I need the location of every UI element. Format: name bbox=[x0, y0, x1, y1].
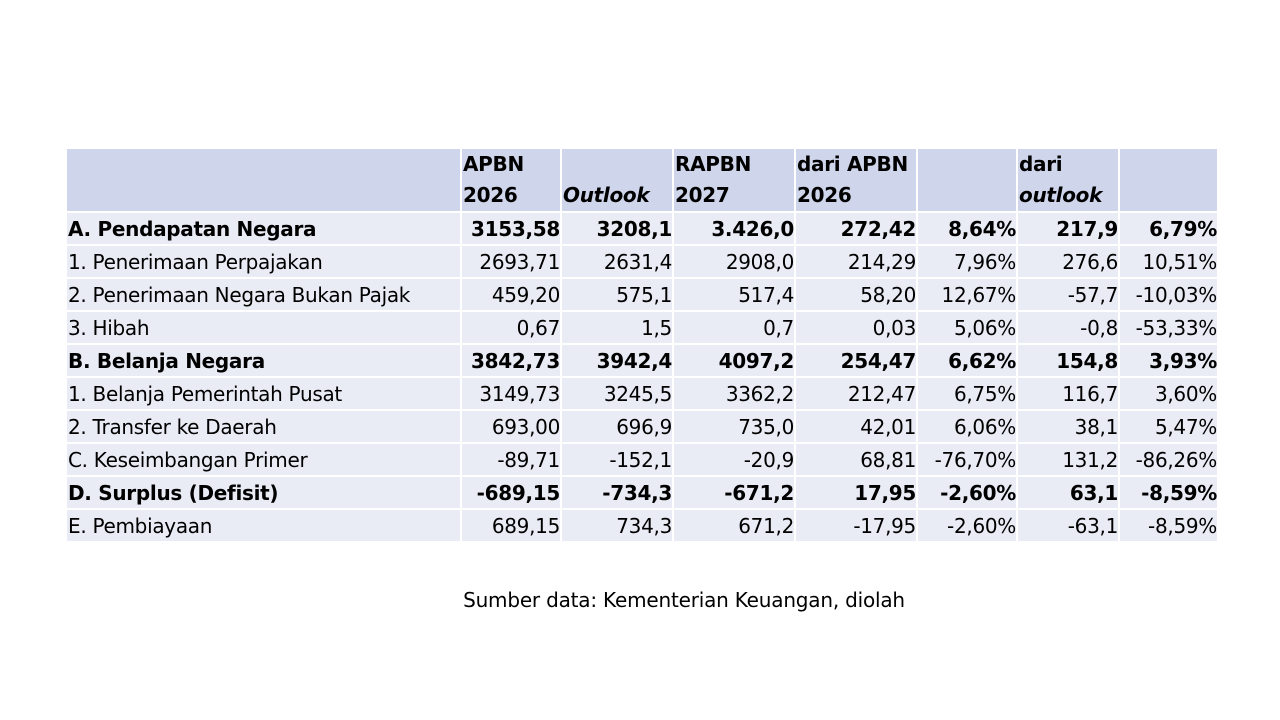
value-cell: 1,5 bbox=[562, 312, 672, 343]
value-cell: 6,75% bbox=[918, 378, 1016, 409]
header-cell-dari-apbn-2026: dari APBN 2026 bbox=[796, 149, 916, 211]
value-cell: 8,64% bbox=[918, 213, 1016, 244]
table-row bbox=[67, 444, 1217, 475]
value-cell: 3,60% bbox=[1120, 378, 1217, 409]
row-label: C. Keseimbangan Primer bbox=[67, 444, 460, 475]
row-label: B. Belanja Negara bbox=[67, 345, 460, 376]
value-cell: 2631,4 bbox=[562, 246, 672, 277]
value-cell: 6,06% bbox=[918, 411, 1016, 442]
value-cell: 214,29 bbox=[796, 246, 916, 277]
table-row bbox=[67, 279, 1217, 310]
table-row bbox=[67, 411, 1217, 442]
value-cell: 17,95 bbox=[796, 477, 916, 508]
table-row bbox=[67, 378, 1217, 409]
value-cell: 0,7 bbox=[674, 312, 794, 343]
value-cell: 3153,58 bbox=[462, 213, 560, 244]
value-cell: 12,67% bbox=[918, 279, 1016, 310]
value-cell: 2908,0 bbox=[674, 246, 794, 277]
value-cell: 272,42 bbox=[796, 213, 916, 244]
value-cell: -20,9 bbox=[674, 444, 794, 475]
value-cell: 517,4 bbox=[674, 279, 794, 310]
value-cell: 2693,71 bbox=[462, 246, 560, 277]
table-row bbox=[67, 510, 1217, 541]
value-cell: 38,1 bbox=[1018, 411, 1118, 442]
value-cell: 735,0 bbox=[674, 411, 794, 442]
value-cell: 217,9 bbox=[1018, 213, 1118, 244]
value-cell: 3245,5 bbox=[562, 378, 672, 409]
value-cell: -57,7 bbox=[1018, 279, 1118, 310]
value-cell: 131,2 bbox=[1018, 444, 1118, 475]
row-label: D. Surplus (Defisit) bbox=[67, 477, 460, 508]
value-cell: 63,1 bbox=[1018, 477, 1118, 508]
value-cell: -671,2 bbox=[674, 477, 794, 508]
value-cell: -8,59% bbox=[1120, 510, 1217, 541]
header-cell-rapbn-2027: RAPBN 2027 bbox=[674, 149, 794, 211]
header-cell-outlook: Outlook bbox=[562, 149, 672, 211]
value-cell: 212,47 bbox=[796, 378, 916, 409]
source-note: Sumber data: Kementerian Keuangan, diolah bbox=[463, 588, 905, 612]
row-label: A. Pendapatan Negara bbox=[67, 213, 460, 244]
table-row bbox=[67, 312, 1217, 343]
header-cell-label bbox=[67, 149, 460, 211]
value-cell: 0,67 bbox=[462, 312, 560, 343]
value-cell: -2,60% bbox=[918, 477, 1016, 508]
value-cell: 3362,2 bbox=[674, 378, 794, 409]
value-cell: 3842,73 bbox=[462, 345, 560, 376]
value-cell: -689,15 bbox=[462, 477, 560, 508]
value-cell: -734,3 bbox=[562, 477, 672, 508]
value-cell: 459,20 bbox=[462, 279, 560, 310]
value-cell: 3.426,0 bbox=[674, 213, 794, 244]
value-cell: -10,03% bbox=[1120, 279, 1217, 310]
value-cell: 7,96% bbox=[918, 246, 1016, 277]
value-cell: 696,9 bbox=[562, 411, 672, 442]
value-cell: 154,8 bbox=[1018, 345, 1118, 376]
value-cell: 6,62% bbox=[918, 345, 1016, 376]
header-cell-apbn-2026: APBN 2026 bbox=[462, 149, 560, 211]
header-cell-pct-outlook bbox=[1120, 149, 1217, 211]
value-cell: -0,8 bbox=[1018, 312, 1118, 343]
value-cell: 3208,1 bbox=[562, 213, 672, 244]
value-cell: -2,60% bbox=[918, 510, 1016, 541]
value-cell: -86,26% bbox=[1120, 444, 1217, 475]
table-row bbox=[67, 213, 1217, 244]
value-cell: 5,47% bbox=[1120, 411, 1217, 442]
value-cell: -152,1 bbox=[562, 444, 672, 475]
budget-table bbox=[65, 147, 1219, 543]
value-cell: 693,00 bbox=[462, 411, 560, 442]
row-label: 2. Transfer ke Daerah bbox=[67, 411, 460, 442]
header-row bbox=[67, 149, 1217, 211]
value-cell: 3149,73 bbox=[462, 378, 560, 409]
table-row bbox=[67, 246, 1217, 277]
table-row bbox=[67, 345, 1217, 376]
value-cell: -53,33% bbox=[1120, 312, 1217, 343]
value-cell: 4097,2 bbox=[674, 345, 794, 376]
value-cell: 575,1 bbox=[562, 279, 672, 310]
row-label: 1. Belanja Pemerintah Pusat bbox=[67, 378, 460, 409]
value-cell: -89,71 bbox=[462, 444, 560, 475]
row-label: 1. Penerimaan Perpajakan bbox=[67, 246, 460, 277]
value-cell: -8,59% bbox=[1120, 477, 1217, 508]
value-cell: 3,93% bbox=[1120, 345, 1217, 376]
value-cell: 671,2 bbox=[674, 510, 794, 541]
header-cell-dari-outlook: dari outlook bbox=[1018, 149, 1118, 211]
value-cell: -76,70% bbox=[918, 444, 1016, 475]
row-label: E. Pembiayaan bbox=[67, 510, 460, 541]
value-cell: 254,47 bbox=[796, 345, 916, 376]
value-cell: 5,06% bbox=[918, 312, 1016, 343]
value-cell: 58,20 bbox=[796, 279, 916, 310]
value-cell: -17,95 bbox=[796, 510, 916, 541]
value-cell: 0,03 bbox=[796, 312, 916, 343]
row-label: 3. Hibah bbox=[67, 312, 460, 343]
value-cell: 42,01 bbox=[796, 411, 916, 442]
table-row bbox=[67, 477, 1217, 508]
budget-table-body bbox=[67, 149, 1217, 541]
value-cell: 3942,4 bbox=[562, 345, 672, 376]
value-cell: 6,79% bbox=[1120, 213, 1217, 244]
value-cell: 734,3 bbox=[562, 510, 672, 541]
value-cell: -63,1 bbox=[1018, 510, 1118, 541]
value-cell: 68,81 bbox=[796, 444, 916, 475]
row-label: 2. Penerimaan Negara Bukan Pajak bbox=[67, 279, 460, 310]
header-cell-pct-apbn bbox=[918, 149, 1016, 211]
value-cell: 276,6 bbox=[1018, 246, 1118, 277]
value-cell: 116,7 bbox=[1018, 378, 1118, 409]
value-cell: 10,51% bbox=[1120, 246, 1217, 277]
value-cell: 689,15 bbox=[462, 510, 560, 541]
